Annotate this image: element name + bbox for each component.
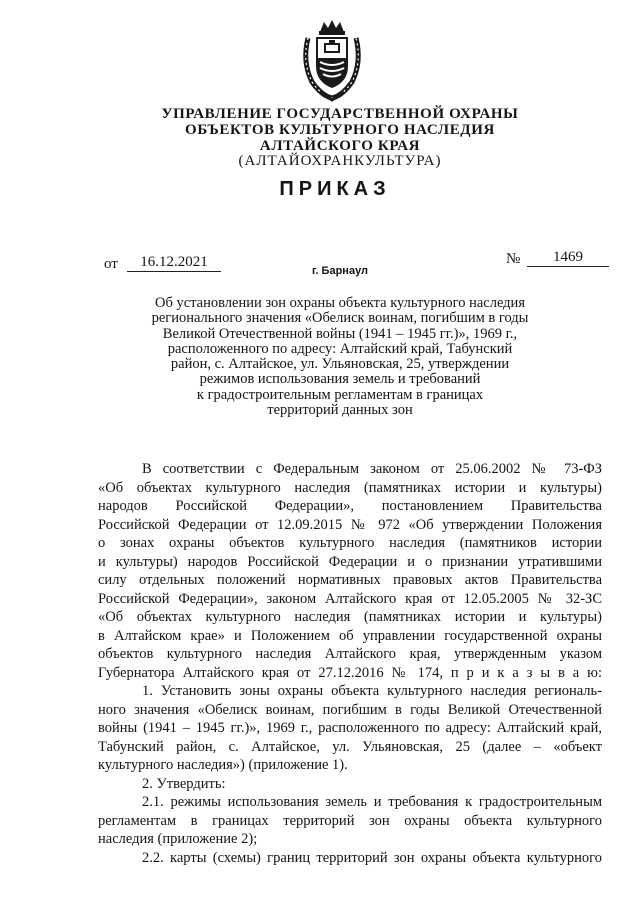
subject-line: к градостроительным регламентам в границах — [196, 386, 484, 403]
body-line: 2.2. карты (схемы) границ территорий зон охраны объекта культурного — [142, 849, 602, 866]
body-line: ного значения «Обелиск воинам, погибшим в годы Великой Отечественной — [98, 701, 602, 718]
number-label: № — [506, 251, 521, 267]
subject-line: Великой Отечественной войны (1941 – 1945 гг.)», 1969 г., — [162, 325, 518, 342]
document-number: 1469 — [527, 248, 609, 267]
org-name-line-3: АЛТАЙСКОГО КРАЯ — [259, 138, 421, 154]
body-line: Губернатора Алтайского края от 27.12.2016 № 174, п р и к а з ы в а ю: — [98, 664, 602, 681]
body-line: народов Российской Федерации», постановлением Правительства — [98, 498, 602, 514]
coat-of-arms-emblem — [298, 18, 366, 102]
body-line: регламентам в границах территорий зон охраны объекта культурного — [98, 812, 602, 829]
body-line: и культуры) народов Российской Федерации и о признании утратившими — [98, 553, 602, 570]
org-name-line-1: УПРАВЛЕНИЕ ГОСУДАРСТВЕННОЙ ОХРАНЫ — [161, 106, 519, 122]
org-name-line-2: ОБЪЕКТОВ КУЛЬТУРНОГО НАСЛЕДИЯ — [185, 122, 495, 138]
body-line: 2. Утвердить: — [142, 775, 226, 792]
date-label: от — [104, 256, 118, 272]
body-line: 1. Установить зоны охраны объекта культурного наследия региональ- — [142, 683, 602, 699]
body-line: Российской Федерации», законом Алтайского края от 12.05.2005 № 32-ЗС — [98, 590, 602, 607]
body-line: 2.1. режимы использования земель и требования к градостроительным — [142, 794, 602, 810]
body-line: в Алтайском крае» и Положением об управлении государственной охраны — [98, 627, 602, 644]
body-line: культурного наследия») (приложение 1). — [98, 757, 348, 773]
body-line: В соответствии с Федеральным законом от 25.06.2002 № 73-ФЗ — [142, 461, 602, 477]
document-date: 16.12.2021 — [127, 253, 221, 272]
order-subject — [130, 296, 550, 418]
body-line: о зонах охраны объектов культурного наследия (памятников истории — [98, 535, 602, 551]
body-line: наследия (приложение 2); — [98, 831, 258, 847]
body-line: Табунский район, с. Алтайское, ул. Ульяновская, 25 (далее – «объект — [98, 738, 602, 755]
subject-line: Об установлении зон охраны объекта культурного наследия — [155, 295, 525, 311]
city-name: г. Барнаул — [311, 265, 369, 277]
org-short-name: (АЛТАЙОХРАНКУЛЬТУРА) — [238, 153, 442, 169]
subject-line: расположенного по адресу: Алтайский край, Табунский — [167, 340, 513, 357]
subject-line: регионального значения «Обелиск воинам, погибшим в годы — [151, 310, 529, 327]
body-line: «Об объектах культурного наследия (памятниках истории и культуры) — [98, 609, 602, 625]
body-line: Российской Федерации от 12.09.2015 № 972 «Об утверждении Положения — [98, 516, 602, 533]
body-line: силу отдельных положений нормативных правовых актов Правительства — [98, 572, 602, 588]
body-line: войны (1941 – 1945 гг.)», 1969 г., расположенного по адресу: Алтайский край, — [98, 720, 602, 736]
document-type-title: ПРИКАЗ — [279, 178, 391, 200]
body-line: объектов культурного наследия Алтайского края, утвержденным указом — [98, 646, 602, 662]
subject-line: территорий данных зон — [267, 402, 413, 419]
subject-line: режимов использования земель и требований — [199, 371, 481, 388]
subject-line: район, с. Алтайское, ул. Ульяновская, 25, утверждении — [170, 356, 510, 373]
body-line: «Об объектах культурного наследия (памятниках истории и культуры) — [98, 479, 602, 496]
order-body — [98, 460, 602, 867]
